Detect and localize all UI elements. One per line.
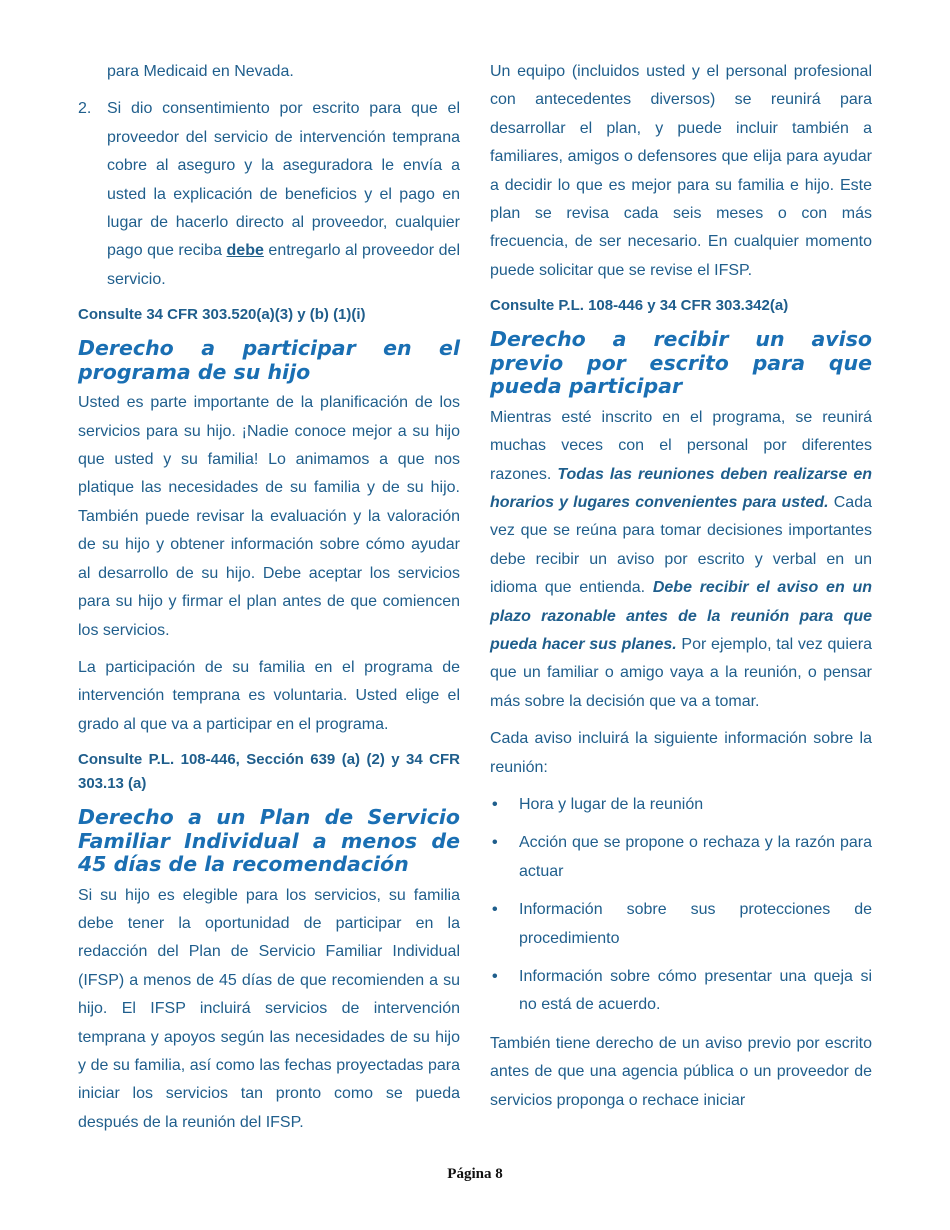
item-text-part1: Si dio consentimiento por escrito para que el proveedor del servicio de intervención temprana cobre al aseguro y la aseguradora le envía a usted la explicación de beneficios y el pago en lugar de hacerlo directo al proveedor, cualquier pago que reciba xyxy=(107,100,460,260)
meetings-text-2: Cada vez que se reúna para tomar decisiones importantes debe recibir un aviso por escrito y verbal en un idioma que entienda. xyxy=(490,493,872,597)
paragraph-voluntary: La participación de su familia en el programa de intervención temprana es voluntaria. Usted elige el grado al que va a participar en el programa. xyxy=(78,658,460,733)
meetings-emphasis-1: Todas las reuniones deben realizarse en horarios y lugares convenientes para usted. xyxy=(490,465,873,511)
notice-bullet-list xyxy=(490,791,872,1020)
paragraph-notice-info: Cada aviso incluirá la siguiente información sobre la reunión: xyxy=(490,730,872,776)
heading-prior-notice: Derecho a recibir un aviso previo por escrito para que pueda participar xyxy=(490,327,872,399)
paragraph-planning: Usted es parte importante de la planificación de los servicios para su hijo. ¡Nadie conoce mejor a su hijo que usted y su familia! Lo animamos a que nos platique las necesidades de su familia y de su hijo. También puede revisar la evaluación y la valoración de su hijo y obtener información sobre cómo ayudar al desarrollo de su hijo. Debe aceptar los servicios para su hijo y firmar el plan antes de que comiencen los servicios. xyxy=(78,394,460,639)
paragraph-team: Un equipo (incluidos usted y el personal profesional con antecedentes diversos) se reunirá para desarrollar el plan, y puede incluir también a familiares, amigos o defensores que elija para ayudar a decidir lo que es mejor para su familia e hijo. Este plan se revisa cada seis meses o con más frecuencia, de ser necesario. En cualquier momento puede solicitar que se revise el IFSP. xyxy=(490,63,872,279)
bullet-icon: • xyxy=(492,834,498,852)
meetings-text-1: Mientras esté inscrito en el programa, se reunirá muchas veces con el personal por diferentes razones. xyxy=(490,408,872,483)
item-number: 2. xyxy=(78,100,92,118)
list-item: • Información sobre cómo presentar una queja si no está de acuerdo. xyxy=(490,963,872,1020)
numbered-item-2 xyxy=(78,95,460,294)
item-emphasis-debe: debe xyxy=(226,242,264,260)
list-item: • Acción que se propone o rechaza y la razón para actuar xyxy=(490,829,872,886)
bullet-icon: • xyxy=(492,968,498,986)
paragraph-agency-notice: También tiene derecho de un aviso previo por escrito antes de que una agencia pública o un proveedor de servicios proponga o rechace iniciar xyxy=(490,1034,872,1109)
paragraph-ifsp: Si su hijo es elegible para los servicios, su familia debe tener la oportunidad de participar en la redacción del Plan de Servicio Familiar Individual (IFSP) a menos de 45 días de que recomienden a su hijo. El IFSP incluirá servicios de intervención temprana y apoyos según las necesidades de su hijo y de su familia, así como las fechas proyectadas para iniciar los servicios tan pronto como se pueda después de la reunión del IFSP. xyxy=(78,886,460,1131)
citation-303-520: Consulte 34 CFR 303.520(a)(3) y (b) (1)(i) xyxy=(78,306,366,324)
bullet-icon: • xyxy=(492,901,498,919)
meetings-text-3: Por ejemplo, tal vez quiera que un familiar o amigo vaya a la reunión, o pensar más sobre la decisión que va a tomar. xyxy=(490,636,872,710)
citation-303-342: Consulte P.L. 108-446 y 34 CFR 303.342(a) xyxy=(490,297,789,315)
bullet-icon: • xyxy=(492,796,498,814)
medicaid-continuation: para Medicaid en Nevada. xyxy=(107,63,294,80)
left-column xyxy=(78,58,460,1146)
heading-right-to-participate: Derecho a participar en el programa de su hijo xyxy=(78,336,460,384)
meetings-emphasis-2: Debe recibir el aviso en un plazo razonable antes de la reunión para que pueda hacer sus planes. xyxy=(490,579,872,653)
list-item: • Hora y lugar de la reunión xyxy=(490,791,872,819)
list-item: • Información sobre sus protecciones de procedimiento xyxy=(490,896,872,953)
heading-ifsp-45-days: Derecho a un Plan de Servicio Familiar Individual a menos de 45 días de la recomendación xyxy=(78,805,460,877)
paragraph-meetings xyxy=(490,404,872,716)
right-column xyxy=(490,58,872,1124)
citation-section-639: Consulte P.L. 108-446, Sección 639 (a) (2) y 34 CFR 303.13 (a) xyxy=(78,751,460,793)
item-text-part2: entregarlo al proveedor del servicio. xyxy=(107,242,460,288)
page-number: Página 8 xyxy=(447,1166,503,1182)
